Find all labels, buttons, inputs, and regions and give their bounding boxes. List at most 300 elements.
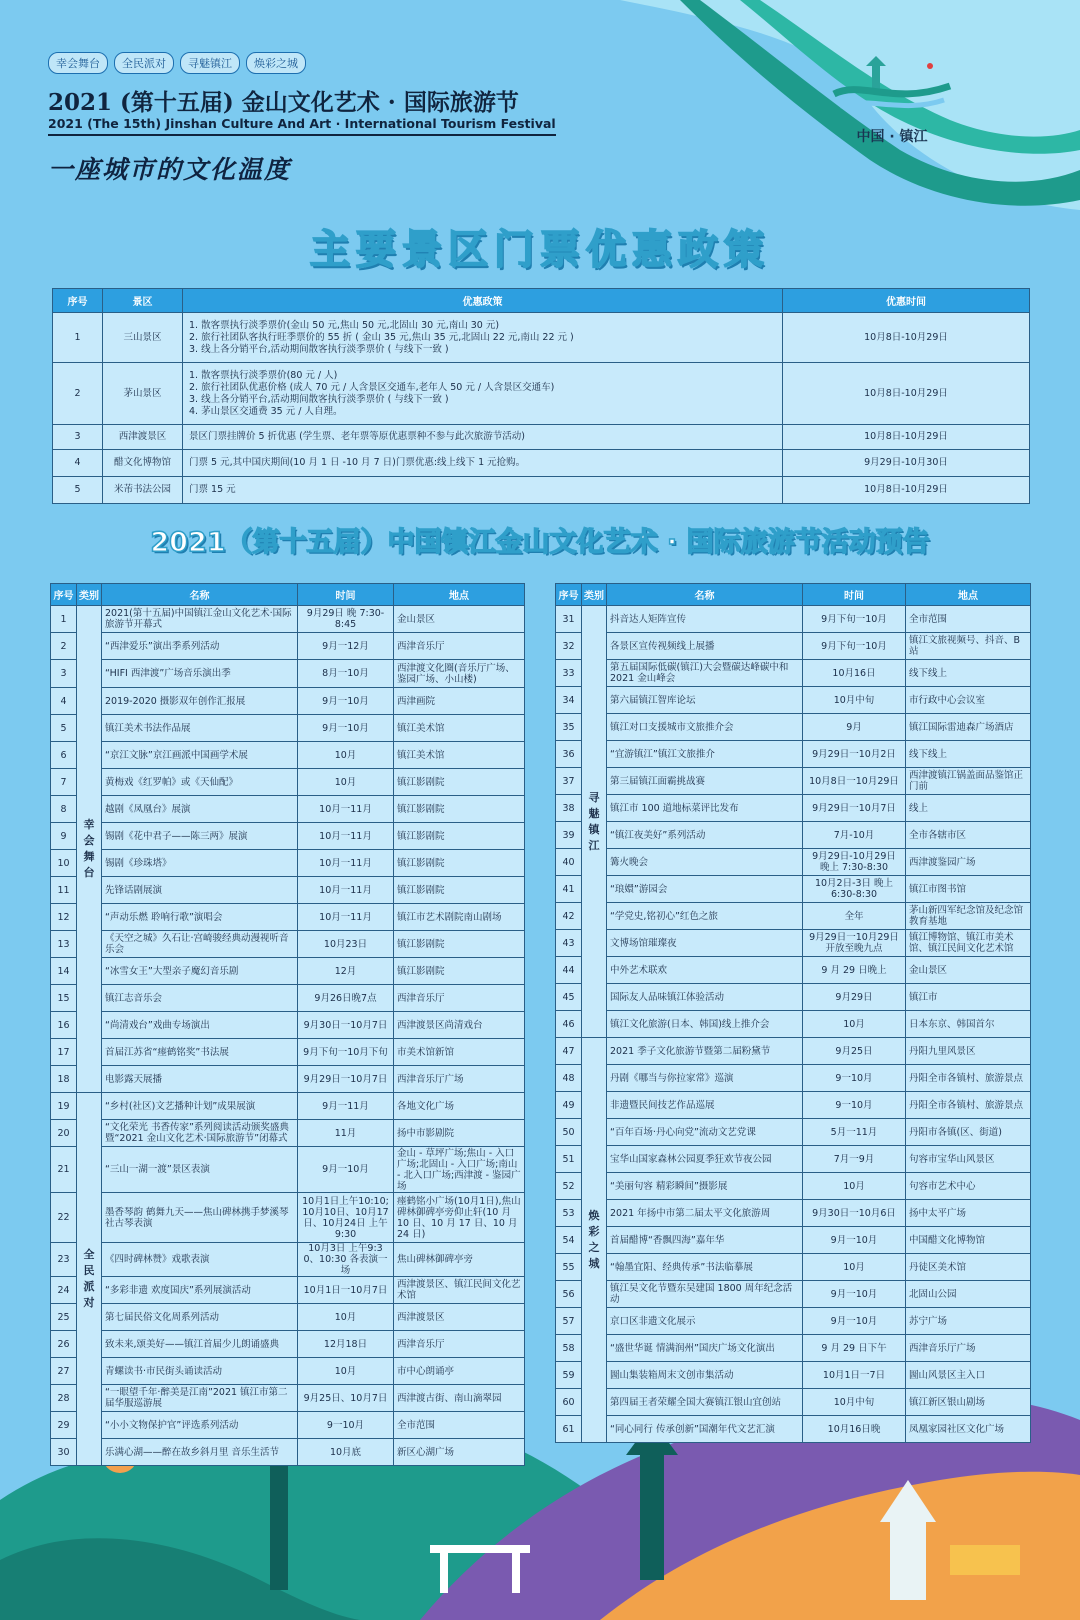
activity-name: 宝华山国家森林公园夏季狂欢节夜公园 <box>607 1146 803 1173</box>
activity-time: 10月一11月 <box>298 850 394 877</box>
table-row <box>51 958 525 985</box>
activity-name: 镇江志音乐会 <box>102 985 298 1012</box>
activity-time: 9月一10月 <box>803 1227 906 1254</box>
table-row <box>556 1335 1031 1362</box>
policy-text <box>183 363 783 425</box>
activity-place: 瘗鹤铭小广场(10月1日),焦山碑林御碑亭旁仰止轩(10 月 10 日、10 月 17 日、10 月 24 日) <box>394 1193 525 1243</box>
activity-name: 文博场馆璀璨夜 <box>607 930 803 957</box>
activity-name: “小小文物保护官”评选系列活动 <box>102 1412 298 1439</box>
table-row <box>51 877 525 904</box>
row-number: 39 <box>556 822 582 849</box>
ticket-policy-table <box>52 288 1030 504</box>
table-row <box>51 1093 525 1120</box>
table-row <box>51 1120 525 1147</box>
table-row <box>556 930 1031 957</box>
table-row <box>556 1362 1031 1389</box>
activity-name: 乐满心湖——醉在故乡斜月里 音乐生活节 <box>102 1439 298 1466</box>
row-number: 48 <box>556 1065 582 1092</box>
activity-place: 西津音乐厅 <box>394 985 525 1012</box>
activity-place: 镇江国际雷迪森广场酒店 <box>906 714 1031 741</box>
table-row <box>51 1412 525 1439</box>
policy-time: 9月29日-10月30日 <box>783 450 1030 477</box>
theme-tag: 全民派对 <box>114 52 174 74</box>
column-header: 序号 <box>51 584 77 606</box>
activity-time: 10月1日一7日 <box>803 1362 906 1389</box>
policy-time: 10月8日-10月29日 <box>783 425 1030 450</box>
activity-name: 黄梅戏《红罗帕》或《天仙配》 <box>102 769 298 796</box>
column-header: 地点 <box>394 584 525 606</box>
table-row <box>53 363 1030 425</box>
activity-place: 镇江影剧院 <box>394 796 525 823</box>
theme-tags <box>48 52 306 74</box>
activity-place: 丹阳全市各镇村、旅游景点 <box>906 1092 1031 1119</box>
row-number: 32 <box>556 633 582 660</box>
table-row <box>51 688 525 715</box>
activity-place: 镇江影剧院 <box>394 823 525 850</box>
city-label: 中国 · 镇江 <box>856 129 928 145</box>
row-number: 29 <box>51 1412 77 1439</box>
table-row <box>51 769 525 796</box>
category-label: 全民派对 <box>83 1248 95 1309</box>
activity-time: 9一10月 <box>803 1065 906 1092</box>
row-number: 23 <box>51 1243 77 1277</box>
activity-time: 9月一12月 <box>298 633 394 660</box>
activity-time: 5月一11月 <box>803 1119 906 1146</box>
table-row <box>556 1065 1031 1092</box>
scenic-name: 醋文化博物馆 <box>103 450 183 477</box>
table-row <box>51 1304 525 1331</box>
activity-name: 2021 季子文化旅游节暨第二届粉黛节 <box>607 1038 803 1065</box>
activity-place: 线下线上 <box>906 741 1031 768</box>
activity-time: 10月底 <box>298 1439 394 1466</box>
activity-time: 10月 <box>803 1173 906 1200</box>
activity-name: 第七届民俗文化周系列活动 <box>102 1304 298 1331</box>
table-row <box>53 477 1030 504</box>
activity-time: 10月 <box>298 1358 394 1385</box>
activity-name: 镇江文化旅游(日本、韩国)线上推介会 <box>607 1011 803 1038</box>
activity-time: 9月一11月 <box>298 1093 394 1120</box>
table-row <box>51 715 525 742</box>
activity-name: “同心同行 传承创新”国潮年代文艺汇演 <box>607 1416 803 1443</box>
table-row <box>556 741 1031 768</box>
activity-place: 西津渡镇江锅盖面品鉴馆正门前 <box>906 768 1031 795</box>
row-number: 60 <box>556 1389 582 1416</box>
row-number: 1 <box>51 606 77 633</box>
activity-place: 西津渡景区 <box>394 1304 525 1331</box>
activity-time: 12月 <box>298 958 394 985</box>
table-row <box>51 904 525 931</box>
policy-line: 1. 散客票执行淡季票价(金山 50 元,焦山 50 元,北固山 30 元,南山 30 元) <box>189 319 500 331</box>
activity-time: 9月一10月 <box>298 715 394 742</box>
activity-place: 西津渡古街、南山滴翠园 <box>394 1385 525 1412</box>
activity-place: 苏宁广场 <box>906 1308 1031 1335</box>
row-number: 18 <box>51 1066 77 1093</box>
row-number: 15 <box>51 985 77 1012</box>
table-row <box>51 1193 525 1243</box>
activity-name: 丹剧《哪当与你拉家常》巡演 <box>607 1065 803 1092</box>
activities-table-right <box>555 583 1031 1443</box>
activity-place: 新区心湖广场 <box>394 1439 525 1466</box>
activity-time: 10月2日-3日 晚上 6:30-8:30 <box>803 876 906 903</box>
policy-text <box>183 313 783 363</box>
table-row <box>53 450 1030 477</box>
activity-name: 镇江对口支援城市文旅推介会 <box>607 714 803 741</box>
activity-name: 《天空之城》久石让·宫崎骏经典动漫视听音乐会 <box>102 931 298 958</box>
row-number: 12 <box>51 904 77 931</box>
row-number: 31 <box>556 606 582 633</box>
row-number: 57 <box>556 1308 582 1335</box>
row-number: 6 <box>51 742 77 769</box>
policy-line: 2. 旅行社团队优惠价格 (成人 70 元 / 人含景区交通车,老年人 50 元 / 人含景区交通车) <box>189 381 555 393</box>
activity-name: “百年百场·丹心向党”流动文艺党课 <box>607 1119 803 1146</box>
activity-name: 中外艺术联欢 <box>607 957 803 984</box>
scenic-name: 三山景区 <box>103 313 183 363</box>
activity-place: 镇江影剧院 <box>394 931 525 958</box>
activity-name: 第四届王者荣耀全国大赛镇江银山宜创站 <box>607 1389 803 1416</box>
table-row <box>556 1173 1031 1200</box>
row-number: 3 <box>51 660 77 688</box>
activity-time: 9月一10月 <box>298 688 394 715</box>
activity-place: 金山景区 <box>394 606 525 633</box>
row-number: 59 <box>556 1362 582 1389</box>
activity-name: 圌山集装箱周末文创市集活动 <box>607 1362 803 1389</box>
activity-time: 10月 <box>298 742 394 769</box>
activity-time: 9月29日一10月29日 开放至晚九点 <box>803 930 906 957</box>
row-number: 25 <box>51 1304 77 1331</box>
activity-name: 国际友人品味镇江体验活动 <box>607 984 803 1011</box>
activity-place: 西津渡景区、镇江民间文化艺术馆 <box>394 1277 525 1304</box>
policy-time: 10月8日-10月29日 <box>783 313 1030 363</box>
row-number: 2 <box>51 633 77 660</box>
activity-time: 10月 <box>298 769 394 796</box>
row-number: 16 <box>51 1012 77 1039</box>
activity-name: “三山一湖一渡”景区表演 <box>102 1147 298 1193</box>
activity-name: 致未来,颂美好——镇江首届少儿朗诵盛典 <box>102 1331 298 1358</box>
category-cell <box>77 606 102 1093</box>
activity-place: 扬中市影剧院 <box>394 1120 525 1147</box>
activity-place: 中国醋文化博物馆 <box>906 1227 1031 1254</box>
table-row <box>556 1011 1031 1038</box>
activity-name: 篝火晚会 <box>607 849 803 876</box>
activity-place: 西津音乐厅广场 <box>906 1335 1031 1362</box>
festival-title-english: 2021 (The 15th) Jinshan Culture And Art · International Tourism Festival <box>48 116 556 136</box>
activity-name: “镇江夜美好”系列活动 <box>607 822 803 849</box>
row-number: 11 <box>51 877 77 904</box>
activity-time: 10月中旬 <box>803 1389 906 1416</box>
row-number: 8 <box>51 796 77 823</box>
table-row <box>556 957 1031 984</box>
activity-time: 10月8日一10月29日 <box>803 768 906 795</box>
activity-name: “声动乐燃 聆响行歌”演唱会 <box>102 904 298 931</box>
table-row <box>51 606 525 633</box>
activity-name: 墨香琴韵 鹤舞九天——焦山碑林携手梦溪琴社古琴表演 <box>102 1193 298 1243</box>
activity-name: 青螺读书·市民街头诵读活动 <box>102 1358 298 1385</box>
row-number: 42 <box>556 903 582 930</box>
activity-place: 镇江市图书馆 <box>906 876 1031 903</box>
activity-place: 句容市艺术中心 <box>906 1173 1031 1200</box>
row-number: 30 <box>51 1439 77 1466</box>
column-header: 名称 <box>607 584 803 606</box>
activity-place: 金山景区 <box>906 957 1031 984</box>
activity-name: “冰雪女王”大型亲子魔幻音乐剧 <box>102 958 298 985</box>
slogan: 一座城市的文化温度 <box>48 155 292 184</box>
table-row <box>51 660 525 688</box>
table-row <box>556 1200 1031 1227</box>
row-number: 26 <box>51 1331 77 1358</box>
row-number: 9 <box>51 823 77 850</box>
activity-place: 丹阳全市各镇村、旅游景点 <box>906 1065 1031 1092</box>
activity-time: 10月一11月 <box>298 877 394 904</box>
activity-name: “多彩非遗 欢度国庆”系列展演活动 <box>102 1277 298 1304</box>
activity-time: 9月 <box>803 714 906 741</box>
row-number: 3 <box>53 425 103 450</box>
activity-time: 12月18日 <box>298 1331 394 1358</box>
row-number: 52 <box>556 1173 582 1200</box>
activity-time: 8月一10月 <box>298 660 394 688</box>
activity-name: 越剧《凤凰台》展演 <box>102 796 298 823</box>
activity-name: 锡剧《珍珠塔》 <box>102 850 298 877</box>
policy-line: 1. 散客票执行淡季票价(80 元 / 人) <box>189 369 338 381</box>
table-row <box>556 1119 1031 1146</box>
activity-time: 10月 <box>803 1011 906 1038</box>
row-number: 55 <box>556 1254 582 1281</box>
row-number: 43 <box>556 930 582 957</box>
table-row <box>556 1092 1031 1119</box>
activity-time: 9月下旬一10月下旬 <box>298 1039 394 1066</box>
activity-time: 9月一10月 <box>803 1281 906 1308</box>
activities-section-title: 2021（第十五届）中国镇江金山文化艺术 · 国际旅游节活动预告 <box>150 527 930 558</box>
table-row <box>556 714 1031 741</box>
activity-time: 9月25日 <box>803 1038 906 1065</box>
table-row <box>53 313 1030 363</box>
category-label: 幸会舞台 <box>83 818 95 879</box>
activity-name: 第三届镇江面霸挑战赛 <box>607 768 803 795</box>
row-number: 58 <box>556 1335 582 1362</box>
row-number: 19 <box>51 1093 77 1120</box>
activity-place: 镇江影剧院 <box>394 958 525 985</box>
activity-time: 10月16日 <box>803 660 906 687</box>
activity-name: 抖音达人矩阵宣传 <box>607 606 803 633</box>
activity-name: 镇江市 100 道地标菜评比发布 <box>607 795 803 822</box>
activity-time: 9 月 29 日下午 <box>803 1335 906 1362</box>
category-cell <box>582 1038 607 1443</box>
table-row <box>51 633 525 660</box>
activity-name: 第六届镇江智库论坛 <box>607 687 803 714</box>
activity-place: 镇江影剧院 <box>394 850 525 877</box>
policy-line: 2. 旅行社团队客执行旺季票价的 55 折 ( 金山 35 元,焦山 35 元,北固山 22 元,南山 22 元 ) <box>189 331 574 343</box>
policy-time: 10月8日-10月29日 <box>783 477 1030 504</box>
policy-text <box>183 425 783 450</box>
activity-name: 镇江吴文化节暨东吴建国 1800 周年纪念活动 <box>607 1281 803 1308</box>
row-number: 20 <box>51 1120 77 1147</box>
activity-name: “西津爱乐”演出季系列活动 <box>102 633 298 660</box>
activity-time: 10月1日上午10:10; 10月10日、10月17日、10月24日 上午9:30 <box>298 1193 394 1243</box>
row-number: 17 <box>51 1039 77 1066</box>
row-number: 28 <box>51 1385 77 1412</box>
column-header: 类别 <box>77 584 102 606</box>
activity-time: 10月一11月 <box>298 904 394 931</box>
table-row <box>556 903 1031 930</box>
row-number: 35 <box>556 714 582 741</box>
activity-place: 金山 - 草坪广场;焦山 - 入口广场;北固山 - 入口广场;南山 - 北入口广场;西津渡 - 鉴园广场 <box>394 1147 525 1193</box>
activity-time: 9月一10月 <box>298 1147 394 1193</box>
activity-time: 9月26日晚7点 <box>298 985 394 1012</box>
pagoda-wave-logo-icon <box>832 56 952 118</box>
activity-place: 镇江市 <box>906 984 1031 1011</box>
column-header: 优惠政策 <box>183 289 783 313</box>
row-number: 61 <box>556 1416 582 1443</box>
row-number: 27 <box>51 1358 77 1385</box>
city-logo <box>822 56 962 166</box>
activity-place: 镇江影剧院 <box>394 877 525 904</box>
activity-time: 10月16日晚 <box>803 1416 906 1443</box>
table-row <box>51 1066 525 1093</box>
row-number: 24 <box>51 1277 77 1304</box>
table-row <box>556 1389 1031 1416</box>
activity-time: 全年 <box>803 903 906 930</box>
table-row <box>556 1416 1031 1443</box>
activity-time: 9一10月 <box>803 1092 906 1119</box>
activity-place: 镇江美术馆 <box>394 742 525 769</box>
table-row <box>556 1146 1031 1173</box>
activity-name: “宜游镇江”镇江文旅推介 <box>607 741 803 768</box>
activity-place: 镇江影剧院 <box>394 769 525 796</box>
activity-name: “琅嬛”游园会 <box>607 876 803 903</box>
activity-time: 9月29日 <box>803 984 906 1011</box>
activity-time: 10月一11月 <box>298 823 394 850</box>
activity-time: 9月下旬一10月 <box>803 633 906 660</box>
table-row <box>51 985 525 1012</box>
activity-place: 西津音乐厅广场 <box>394 1066 525 1093</box>
activity-name: 2019-2020 摄影双年创作汇报展 <box>102 688 298 715</box>
activity-place: 西津画院 <box>394 688 525 715</box>
activity-place: 西津渡景区尚清戏台 <box>394 1012 525 1039</box>
row-number: 50 <box>556 1119 582 1146</box>
policy-time: 10月8日-10月29日 <box>783 363 1030 425</box>
activity-place: 西津渡鉴园广场 <box>906 849 1031 876</box>
activity-name: 京口区非遗文化展示 <box>607 1308 803 1335</box>
table-row <box>51 1358 525 1385</box>
activity-name: 第五届国际低碳(镇江)大会暨碳达峰碳中和 2021 金山峰会 <box>607 660 803 687</box>
table-row <box>53 425 1030 450</box>
activity-place: 镇江新区银山剧场 <box>906 1389 1031 1416</box>
table-row <box>51 1385 525 1412</box>
policy-text <box>183 450 783 477</box>
activity-name: “京江文脉”京江画派中国画学术展 <box>102 742 298 769</box>
activity-name: “盛世华诞 情满润州”国庆广场文化演出 <box>607 1335 803 1362</box>
row-number: 49 <box>556 1092 582 1119</box>
activity-time: 10月1日一10月7日 <box>298 1277 394 1304</box>
activity-name: 先锋话剧展演 <box>102 877 298 904</box>
row-number: 14 <box>51 958 77 985</box>
activity-place: 各地文化广场 <box>394 1093 525 1120</box>
table-row <box>556 606 1031 633</box>
activity-time: 9 月 29 日晚上 <box>803 957 906 984</box>
table-row <box>51 1439 525 1466</box>
activity-name: “文化荣光 书香传家”系列阅读活动颁奖盛典暨“2021 金山文化艺术·国际旅游节”闭幕式 <box>102 1120 298 1147</box>
table-row <box>51 796 525 823</box>
activity-place: 西津渡文化圈(音乐厅广场、鉴园广场、小山楼) <box>394 660 525 688</box>
activity-time: 9月29日一10月2日 <box>803 741 906 768</box>
activity-time: 9月29日一10月7日 <box>803 795 906 822</box>
activity-time: 9月30日一10月7日 <box>298 1012 394 1039</box>
activity-time: 9一10月 <box>298 1412 394 1439</box>
policy-line: 门票 5 元,其中国庆期间(10 月 1 日 -10 月 7 日)门票优惠:线上线下 1 元抢购。 <box>189 457 526 468</box>
activity-time: 9月25日、10月7日 <box>298 1385 394 1412</box>
row-number: 22 <box>51 1193 77 1243</box>
column-header: 名称 <box>102 584 298 606</box>
activity-place: 凤凰家园社区文化广场 <box>906 1416 1031 1443</box>
scenic-name: 米芾书法公园 <box>103 477 183 504</box>
activity-place: 茅山新四军纪念馆及纪念馆教育基地 <box>906 903 1031 930</box>
policy-line: 4. 茅山景区交通费 35 元 / 人自理。 <box>189 405 343 417</box>
row-number: 47 <box>556 1038 582 1065</box>
table-header-row <box>556 584 1031 606</box>
activity-time: 9月一10月 <box>803 1308 906 1335</box>
row-number: 56 <box>556 1281 582 1308</box>
table-row <box>556 849 1031 876</box>
activity-name: “尚清戏台”戏曲专场演出 <box>102 1012 298 1039</box>
activity-time: 11月 <box>298 1120 394 1147</box>
row-number: 34 <box>556 687 582 714</box>
policy-section-title: 主要景区门票优惠政策 <box>310 227 770 273</box>
table-row <box>556 633 1031 660</box>
table-row <box>51 850 525 877</box>
row-number: 2 <box>53 363 103 425</box>
activity-place: 圌山风景区主入口 <box>906 1362 1031 1389</box>
activity-name: 镇江美术书法作品展 <box>102 715 298 742</box>
activity-place: 日本东京、韩国首尔 <box>906 1011 1031 1038</box>
row-number: 5 <box>51 715 77 742</box>
theme-tag: 幸会舞台 <box>48 52 108 74</box>
activity-name: “HIFI 西津渡”广场音乐演出季 <box>102 660 298 688</box>
activity-place: 镇江美术馆 <box>394 715 525 742</box>
activity-place: 全市各辖市区 <box>906 822 1031 849</box>
activity-name: 2021(第十五届)中国镇江金山文化艺术·国际旅游节开幕式 <box>102 606 298 633</box>
activity-name: “一眼望千年·醉美是江南”2021 镇江市第二届华服巡游展 <box>102 1385 298 1412</box>
table-row <box>51 823 525 850</box>
table-row <box>556 768 1031 795</box>
table-row <box>556 1254 1031 1281</box>
row-number: 44 <box>556 957 582 984</box>
activity-time: 10月 <box>298 1304 394 1331</box>
activity-place: 全市范围 <box>394 1412 525 1439</box>
activity-place: 市中心朗诵亭 <box>394 1358 525 1385</box>
row-number: 33 <box>556 660 582 687</box>
table-row <box>556 1038 1031 1065</box>
activity-place: 镇江文旅视频号、抖音、B站 <box>906 633 1031 660</box>
row-number: 40 <box>556 849 582 876</box>
activity-place: 线上 <box>906 795 1031 822</box>
policy-line: 门票 15 元 <box>189 484 236 495</box>
activity-name: 《四时碑林赞》戏歌表演 <box>102 1243 298 1277</box>
table-header-row <box>51 584 525 606</box>
table-row <box>556 660 1031 687</box>
table-row <box>51 1243 525 1277</box>
category-label: 寻魅镇江 <box>588 790 600 852</box>
row-number: 21 <box>51 1147 77 1193</box>
activity-time: 9月30日一10月6日 <box>803 1200 906 1227</box>
activity-time: 9月29日 晚 7:30-8:45 <box>298 606 394 633</box>
activity-place: 市行政中心会议室 <box>906 687 1031 714</box>
activity-place: 全市范围 <box>906 606 1031 633</box>
activity-name: “翰墨宜阳、经典传承”书法临摹展 <box>607 1254 803 1281</box>
table-row <box>51 1147 525 1193</box>
table-row <box>556 822 1031 849</box>
table-row <box>51 1039 525 1066</box>
row-number: 45 <box>556 984 582 1011</box>
policy-line: 景区门票挂牌价 5 折优惠 (学生票、老年票等原优惠票种不参与此次旅游节活动) <box>189 431 526 442</box>
